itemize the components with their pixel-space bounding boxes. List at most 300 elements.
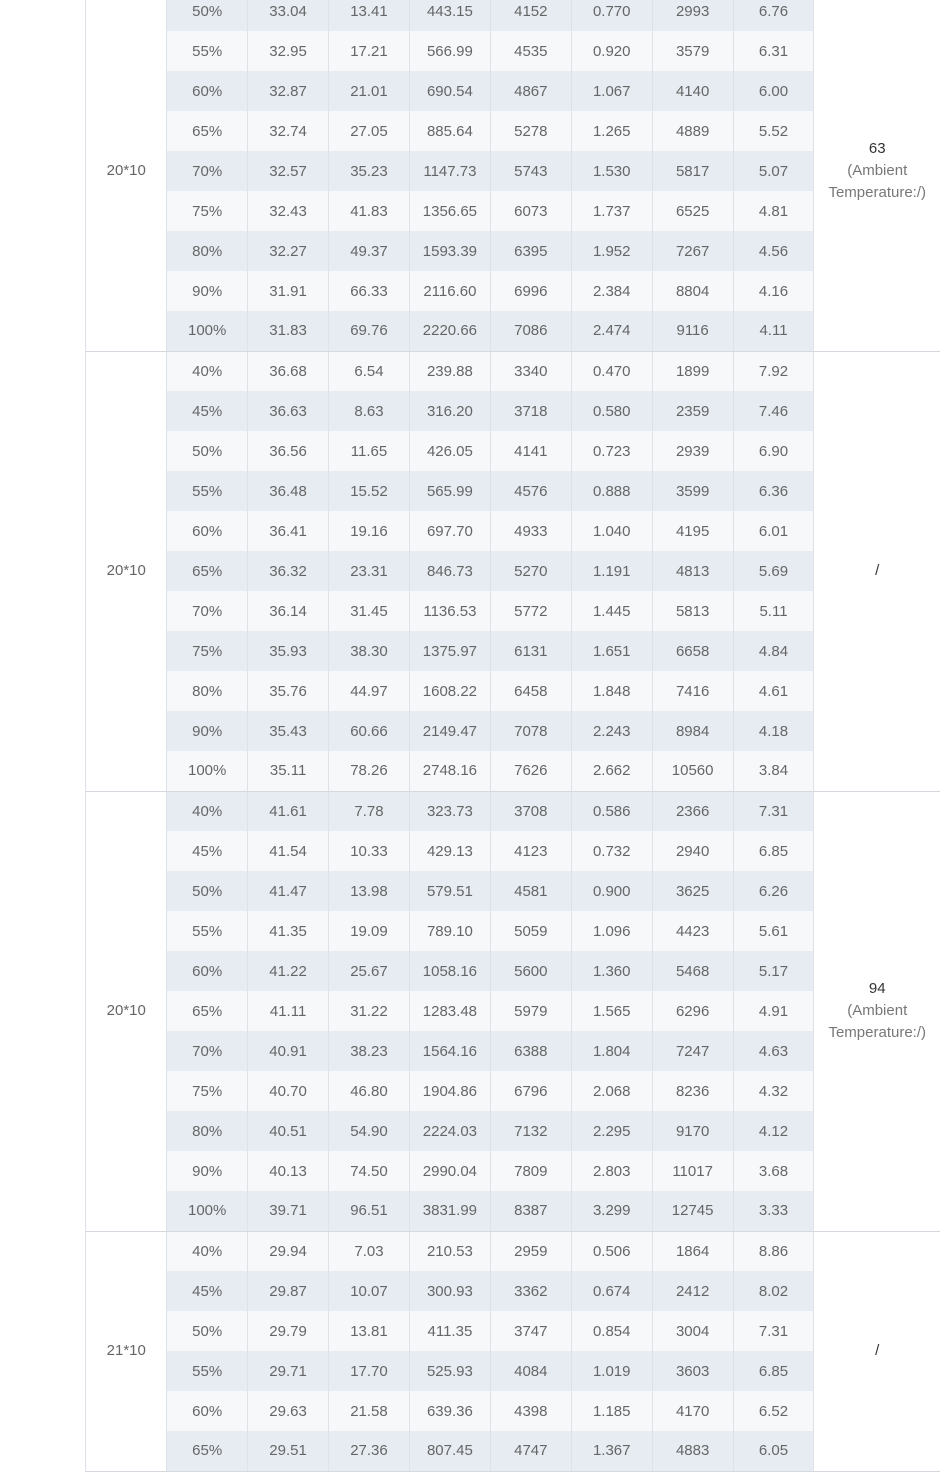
value-cell: 8984 xyxy=(652,711,733,751)
value-cell: 3747 xyxy=(490,1311,571,1351)
value-cell: 1864 xyxy=(652,1231,733,1271)
value-cell: 19.09 xyxy=(329,911,410,951)
value-cell: 4152 xyxy=(490,0,571,31)
value-cell: 7132 xyxy=(490,1111,571,1151)
value-cell: 4933 xyxy=(490,511,571,551)
value-cell: 13.41 xyxy=(329,0,410,31)
value-cell: 25.67 xyxy=(329,951,410,991)
value-cell: 4.84 xyxy=(733,631,814,671)
value-cell: 639.36 xyxy=(409,1391,490,1431)
value-cell: 5772 xyxy=(490,591,571,631)
value-cell: 411.35 xyxy=(409,1311,490,1351)
value-cell: 15.52 xyxy=(329,471,410,511)
load-percent-cell: 70% xyxy=(167,1031,248,1071)
value-cell: 1.952 xyxy=(571,231,652,271)
value-cell: 5.11 xyxy=(733,591,814,631)
value-cell: 8236 xyxy=(652,1071,733,1111)
value-cell: 3599 xyxy=(652,471,733,511)
load-percent-cell: 45% xyxy=(167,391,248,431)
value-cell: 1564.16 xyxy=(409,1031,490,1071)
value-cell: 10.07 xyxy=(329,1271,410,1311)
load-percent-cell: 55% xyxy=(167,1351,248,1391)
value-cell: 29.71 xyxy=(248,1351,329,1391)
value-cell: 96.51 xyxy=(329,1191,410,1231)
value-cell: 6131 xyxy=(490,631,571,671)
value-cell: 6.52 xyxy=(733,1391,814,1431)
note-cell xyxy=(814,791,940,1231)
value-cell: 239.88 xyxy=(409,351,490,391)
load-percent-cell: 40% xyxy=(167,351,248,391)
value-cell: 566.99 xyxy=(409,31,490,71)
value-cell: 5278 xyxy=(490,111,571,151)
load-percent-cell: 65% xyxy=(167,551,248,591)
load-percent-cell: 75% xyxy=(167,631,248,671)
value-cell: 2940 xyxy=(652,831,733,871)
value-cell: 1899 xyxy=(652,351,733,391)
value-cell: 9116 xyxy=(652,311,733,351)
value-cell: 6.85 xyxy=(733,1351,814,1391)
value-cell: 0.580 xyxy=(571,391,652,431)
value-cell: 35.43 xyxy=(248,711,329,751)
value-cell: 2990.04 xyxy=(409,1151,490,1191)
value-cell: 1.804 xyxy=(571,1031,652,1071)
value-cell: 6388 xyxy=(490,1031,571,1071)
value-cell: 2359 xyxy=(652,391,733,431)
value-cell: 1593.39 xyxy=(409,231,490,271)
value-cell: 7267 xyxy=(652,231,733,271)
value-cell: 32.87 xyxy=(248,71,329,111)
load-percent-cell: 75% xyxy=(167,1071,248,1111)
value-cell: 49.37 xyxy=(329,231,410,271)
table-row xyxy=(0,1231,940,1271)
value-cell: 7.78 xyxy=(329,791,410,831)
value-cell: 579.51 xyxy=(409,871,490,911)
value-cell: 789.10 xyxy=(409,911,490,951)
load-percent-cell: 80% xyxy=(167,1111,248,1151)
value-cell: 32.57 xyxy=(248,151,329,191)
load-percent-cell: 60% xyxy=(167,951,248,991)
value-cell: 4398 xyxy=(490,1391,571,1431)
value-cell: 5.17 xyxy=(733,951,814,991)
value-cell: 1147.73 xyxy=(409,151,490,191)
table-row xyxy=(0,351,940,391)
value-cell: 31.83 xyxy=(248,311,329,351)
value-cell: 36.41 xyxy=(248,511,329,551)
value-cell: 32.27 xyxy=(248,231,329,271)
value-cell: 66.33 xyxy=(329,271,410,311)
value-cell: 23.31 xyxy=(329,551,410,591)
note-main-value: / xyxy=(875,1342,880,1359)
load-percent-cell: 70% xyxy=(167,151,248,191)
value-cell: 1.367 xyxy=(571,1431,652,1471)
load-percent-cell: 40% xyxy=(167,791,248,831)
value-cell: 697.70 xyxy=(409,511,490,551)
value-cell: 4141 xyxy=(490,431,571,471)
value-cell: 29.63 xyxy=(248,1391,329,1431)
value-cell: 1356.65 xyxy=(409,191,490,231)
value-cell: 32.74 xyxy=(248,111,329,151)
value-cell: 316.20 xyxy=(409,391,490,431)
value-cell: 4.32 xyxy=(733,1071,814,1111)
load-percent-cell: 90% xyxy=(167,1151,248,1191)
load-percent-cell: 40% xyxy=(167,1231,248,1271)
value-cell: 4535 xyxy=(490,31,571,71)
value-cell: 4.11 xyxy=(733,311,814,351)
load-percent-cell: 90% xyxy=(167,271,248,311)
load-percent-cell: 55% xyxy=(167,911,248,951)
table-row xyxy=(0,0,940,31)
value-cell: 36.48 xyxy=(248,471,329,511)
value-cell: 35.76 xyxy=(248,671,329,711)
value-cell: 3.299 xyxy=(571,1191,652,1231)
value-cell: 807.45 xyxy=(409,1431,490,1471)
value-cell: 4123 xyxy=(490,831,571,871)
value-cell: 21.58 xyxy=(329,1391,410,1431)
value-cell: 19.16 xyxy=(329,511,410,551)
value-cell: 0.854 xyxy=(571,1311,652,1351)
load-percent-cell: 80% xyxy=(167,671,248,711)
load-percent-cell: 50% xyxy=(167,1311,248,1351)
value-cell: 0.920 xyxy=(571,31,652,71)
value-cell: 5270 xyxy=(490,551,571,591)
value-cell: 5.61 xyxy=(733,911,814,951)
value-cell: 29.87 xyxy=(248,1271,329,1311)
value-cell: 2.803 xyxy=(571,1151,652,1191)
value-cell: 1.067 xyxy=(571,71,652,111)
value-cell: 4889 xyxy=(652,111,733,151)
value-cell: 3831.99 xyxy=(409,1191,490,1231)
value-cell: 40.51 xyxy=(248,1111,329,1151)
value-cell: 429.13 xyxy=(409,831,490,871)
value-cell: 7086 xyxy=(490,311,571,351)
value-cell: 8387 xyxy=(490,1191,571,1231)
value-cell: 54.90 xyxy=(329,1111,410,1151)
value-cell: 4576 xyxy=(490,471,571,511)
value-cell: 4813 xyxy=(652,551,733,591)
value-cell: 6.05 xyxy=(733,1431,814,1471)
value-cell: 27.05 xyxy=(329,111,410,151)
value-cell: 4.56 xyxy=(733,231,814,271)
value-cell: 4.81 xyxy=(733,191,814,231)
value-cell: 7.92 xyxy=(733,351,814,391)
value-cell: 525.93 xyxy=(409,1351,490,1391)
value-cell: 4.12 xyxy=(733,1111,814,1151)
value-cell: 1904.86 xyxy=(409,1071,490,1111)
value-cell: 2993 xyxy=(652,0,733,31)
value-cell: 6996 xyxy=(490,271,571,311)
value-cell: 846.73 xyxy=(409,551,490,591)
value-cell: 44.97 xyxy=(329,671,410,711)
value-cell: 10560 xyxy=(652,751,733,791)
value-cell: 7.31 xyxy=(733,1311,814,1351)
left-margin-cell xyxy=(0,0,86,351)
value-cell: 1.651 xyxy=(571,631,652,671)
value-cell: 36.14 xyxy=(248,591,329,631)
value-cell: 40.91 xyxy=(248,1031,329,1071)
value-cell: 7247 xyxy=(652,1031,733,1071)
value-cell: 4140 xyxy=(652,71,733,111)
value-cell: 0.888 xyxy=(571,471,652,511)
value-cell: 323.73 xyxy=(409,791,490,831)
value-cell: 0.470 xyxy=(571,351,652,391)
value-cell: 443.15 xyxy=(409,0,490,31)
value-cell: 2.662 xyxy=(571,751,652,791)
note-cell xyxy=(814,351,940,791)
value-cell: 6.76 xyxy=(733,0,814,31)
value-cell: 1.185 xyxy=(571,1391,652,1431)
value-cell: 1.360 xyxy=(571,951,652,991)
value-cell: 29.94 xyxy=(248,1231,329,1271)
load-percent-cell: 55% xyxy=(167,471,248,511)
value-cell: 60.66 xyxy=(329,711,410,751)
value-cell: 41.47 xyxy=(248,871,329,911)
value-cell: 46.80 xyxy=(329,1071,410,1111)
value-cell: 7416 xyxy=(652,671,733,711)
load-percent-cell: 45% xyxy=(167,1271,248,1311)
value-cell: 8.63 xyxy=(329,391,410,431)
value-cell: 41.83 xyxy=(329,191,410,231)
load-percent-cell: 45% xyxy=(167,831,248,871)
value-cell: 35.93 xyxy=(248,631,329,671)
value-cell: 5.52 xyxy=(733,111,814,151)
value-cell: 27.36 xyxy=(329,1431,410,1471)
value-cell: 33.04 xyxy=(248,0,329,31)
value-cell: 2366 xyxy=(652,791,733,831)
left-margin-cell xyxy=(0,1231,86,1471)
value-cell: 6395 xyxy=(490,231,571,271)
value-cell: 6658 xyxy=(652,631,733,671)
value-cell: 4.16 xyxy=(733,271,814,311)
value-cell: 0.586 xyxy=(571,791,652,831)
value-cell: 1375.97 xyxy=(409,631,490,671)
value-cell: 1.265 xyxy=(571,111,652,151)
value-cell: 3.68 xyxy=(733,1151,814,1191)
value-cell: 0.674 xyxy=(571,1271,652,1311)
value-cell: 6073 xyxy=(490,191,571,231)
load-percent-cell: 50% xyxy=(167,0,248,31)
value-cell: 5979 xyxy=(490,991,571,1031)
note-main-value: / xyxy=(875,562,880,579)
value-cell: 7078 xyxy=(490,711,571,751)
value-cell: 36.68 xyxy=(248,351,329,391)
load-percent-cell: 60% xyxy=(167,511,248,551)
value-cell: 41.35 xyxy=(248,911,329,951)
value-cell: 4883 xyxy=(652,1431,733,1471)
value-cell: 690.54 xyxy=(409,71,490,111)
value-cell: 2959 xyxy=(490,1231,571,1271)
value-cell: 1.530 xyxy=(571,151,652,191)
value-cell: 17.70 xyxy=(329,1351,410,1391)
value-cell: 41.61 xyxy=(248,791,329,831)
value-cell: 12745 xyxy=(652,1191,733,1231)
value-cell: 4084 xyxy=(490,1351,571,1391)
value-cell: 2748.16 xyxy=(409,751,490,791)
value-cell: 74.50 xyxy=(329,1151,410,1191)
spec-cell: 20*10 xyxy=(86,791,167,1231)
value-cell: 0.900 xyxy=(571,871,652,911)
load-percent-cell: 75% xyxy=(167,191,248,231)
left-margin-cell xyxy=(0,791,86,1231)
value-cell: 300.93 xyxy=(409,1271,490,1311)
load-percent-cell: 50% xyxy=(167,871,248,911)
value-cell: 2220.66 xyxy=(409,311,490,351)
value-cell: 6.85 xyxy=(733,831,814,871)
value-cell: 35.23 xyxy=(329,151,410,191)
value-cell: 6.31 xyxy=(733,31,814,71)
value-cell: 1.848 xyxy=(571,671,652,711)
value-cell: 210.53 xyxy=(409,1231,490,1271)
value-cell: 2116.60 xyxy=(409,271,490,311)
table-row xyxy=(0,791,940,831)
note-cell xyxy=(814,1231,940,1471)
value-cell: 29.51 xyxy=(248,1431,329,1471)
value-cell: 7.46 xyxy=(733,391,814,431)
value-cell: 3362 xyxy=(490,1271,571,1311)
value-cell: 2.068 xyxy=(571,1071,652,1111)
value-cell: 4.63 xyxy=(733,1031,814,1071)
value-cell: 6525 xyxy=(652,191,733,231)
note-sub-text: (Ambient Temperature:/) xyxy=(828,1002,926,1041)
value-cell: 5059 xyxy=(490,911,571,951)
value-cell: 4423 xyxy=(652,911,733,951)
value-cell: 38.30 xyxy=(329,631,410,671)
value-cell: 3004 xyxy=(652,1311,733,1351)
value-cell: 7.31 xyxy=(733,791,814,831)
spec-cell: 20*10 xyxy=(86,0,167,351)
value-cell: 2412 xyxy=(652,1271,733,1311)
value-cell: 1.019 xyxy=(571,1351,652,1391)
value-cell: 7.03 xyxy=(329,1231,410,1271)
value-cell: 3579 xyxy=(652,31,733,71)
value-cell: 426.05 xyxy=(409,431,490,471)
value-cell: 69.76 xyxy=(329,311,410,351)
load-percent-cell: 60% xyxy=(167,1391,248,1431)
load-percent-cell: 100% xyxy=(167,311,248,351)
value-cell: 8.86 xyxy=(733,1231,814,1271)
value-cell: 3340 xyxy=(490,351,571,391)
value-cell: 40.70 xyxy=(248,1071,329,1111)
value-cell: 6.00 xyxy=(733,71,814,111)
load-percent-cell: 65% xyxy=(167,111,248,151)
value-cell: 5813 xyxy=(652,591,733,631)
value-cell: 5.69 xyxy=(733,551,814,591)
value-cell: 6.01 xyxy=(733,511,814,551)
value-cell: 78.26 xyxy=(329,751,410,791)
value-cell: 36.63 xyxy=(248,391,329,431)
value-cell: 40.13 xyxy=(248,1151,329,1191)
value-cell: 11.65 xyxy=(329,431,410,471)
value-cell: 8804 xyxy=(652,271,733,311)
value-cell: 5817 xyxy=(652,151,733,191)
value-cell: 2149.47 xyxy=(409,711,490,751)
value-cell: 885.64 xyxy=(409,111,490,151)
value-cell: 1.040 xyxy=(571,511,652,551)
value-cell: 31.91 xyxy=(248,271,329,311)
value-cell: 6.36 xyxy=(733,471,814,511)
value-cell: 3.33 xyxy=(733,1191,814,1231)
value-cell: 41.22 xyxy=(248,951,329,991)
value-cell: 6296 xyxy=(652,991,733,1031)
value-cell: 4.91 xyxy=(733,991,814,1031)
value-cell: 0.770 xyxy=(571,0,652,31)
load-percent-cell: 50% xyxy=(167,431,248,471)
value-cell: 2.295 xyxy=(571,1111,652,1151)
value-cell: 5600 xyxy=(490,951,571,991)
value-cell: 36.56 xyxy=(248,431,329,471)
value-cell: 2.243 xyxy=(571,711,652,751)
value-cell: 41.54 xyxy=(248,831,329,871)
value-cell: 3718 xyxy=(490,391,571,431)
value-cell: 8.02 xyxy=(733,1271,814,1311)
note-cell xyxy=(814,0,940,351)
value-cell: 4867 xyxy=(490,71,571,111)
load-percent-cell: 90% xyxy=(167,711,248,751)
value-cell: 2224.03 xyxy=(409,1111,490,1151)
value-cell: 2.384 xyxy=(571,271,652,311)
value-cell: 39.71 xyxy=(248,1191,329,1231)
value-cell: 35.11 xyxy=(248,751,329,791)
load-percent-cell: 55% xyxy=(167,31,248,71)
load-percent-cell: 65% xyxy=(167,1431,248,1471)
value-cell: 1058.16 xyxy=(409,951,490,991)
value-cell: 38.23 xyxy=(329,1031,410,1071)
note-main-value: 63 xyxy=(868,139,886,157)
value-cell: 4.61 xyxy=(733,671,814,711)
value-cell: 5.07 xyxy=(733,151,814,191)
value-cell: 4195 xyxy=(652,511,733,551)
value-cell: 1136.53 xyxy=(409,591,490,631)
value-cell: 9170 xyxy=(652,1111,733,1151)
load-percent-cell: 65% xyxy=(167,991,248,1031)
value-cell: 0.732 xyxy=(571,831,652,871)
value-cell: 3708 xyxy=(490,791,571,831)
value-cell: 32.95 xyxy=(248,31,329,71)
value-cell: 1.737 xyxy=(571,191,652,231)
value-cell: 13.98 xyxy=(329,871,410,911)
value-cell: 6.26 xyxy=(733,871,814,911)
value-cell: 17.21 xyxy=(329,31,410,71)
value-cell: 2939 xyxy=(652,431,733,471)
value-cell: 565.99 xyxy=(409,471,490,511)
value-cell: 1.191 xyxy=(571,551,652,591)
value-cell: 1608.22 xyxy=(409,671,490,711)
left-margin-cell xyxy=(0,351,86,791)
value-cell: 1283.48 xyxy=(409,991,490,1031)
value-cell: 0.506 xyxy=(571,1231,652,1271)
value-cell: 4747 xyxy=(490,1431,571,1471)
value-cell: 13.81 xyxy=(329,1311,410,1351)
value-cell: 2.474 xyxy=(571,311,652,351)
value-cell: 4170 xyxy=(652,1391,733,1431)
load-percent-cell: 100% xyxy=(167,751,248,791)
value-cell: 7626 xyxy=(490,751,571,791)
value-cell: 3603 xyxy=(652,1351,733,1391)
value-cell: 32.43 xyxy=(248,191,329,231)
value-cell: 4581 xyxy=(490,871,571,911)
load-percent-cell: 100% xyxy=(167,1191,248,1231)
value-cell: 6796 xyxy=(490,1071,571,1111)
value-cell: 3.84 xyxy=(733,751,814,791)
value-cell: 6458 xyxy=(490,671,571,711)
load-percent-cell: 60% xyxy=(167,71,248,111)
value-cell: 31.22 xyxy=(329,991,410,1031)
value-cell: 36.32 xyxy=(248,551,329,591)
spec-cell: 21*10 xyxy=(86,1231,167,1471)
value-cell: 11017 xyxy=(652,1151,733,1191)
value-cell: 6.90 xyxy=(733,431,814,471)
value-cell: 4.18 xyxy=(733,711,814,751)
value-cell: 29.79 xyxy=(248,1311,329,1351)
